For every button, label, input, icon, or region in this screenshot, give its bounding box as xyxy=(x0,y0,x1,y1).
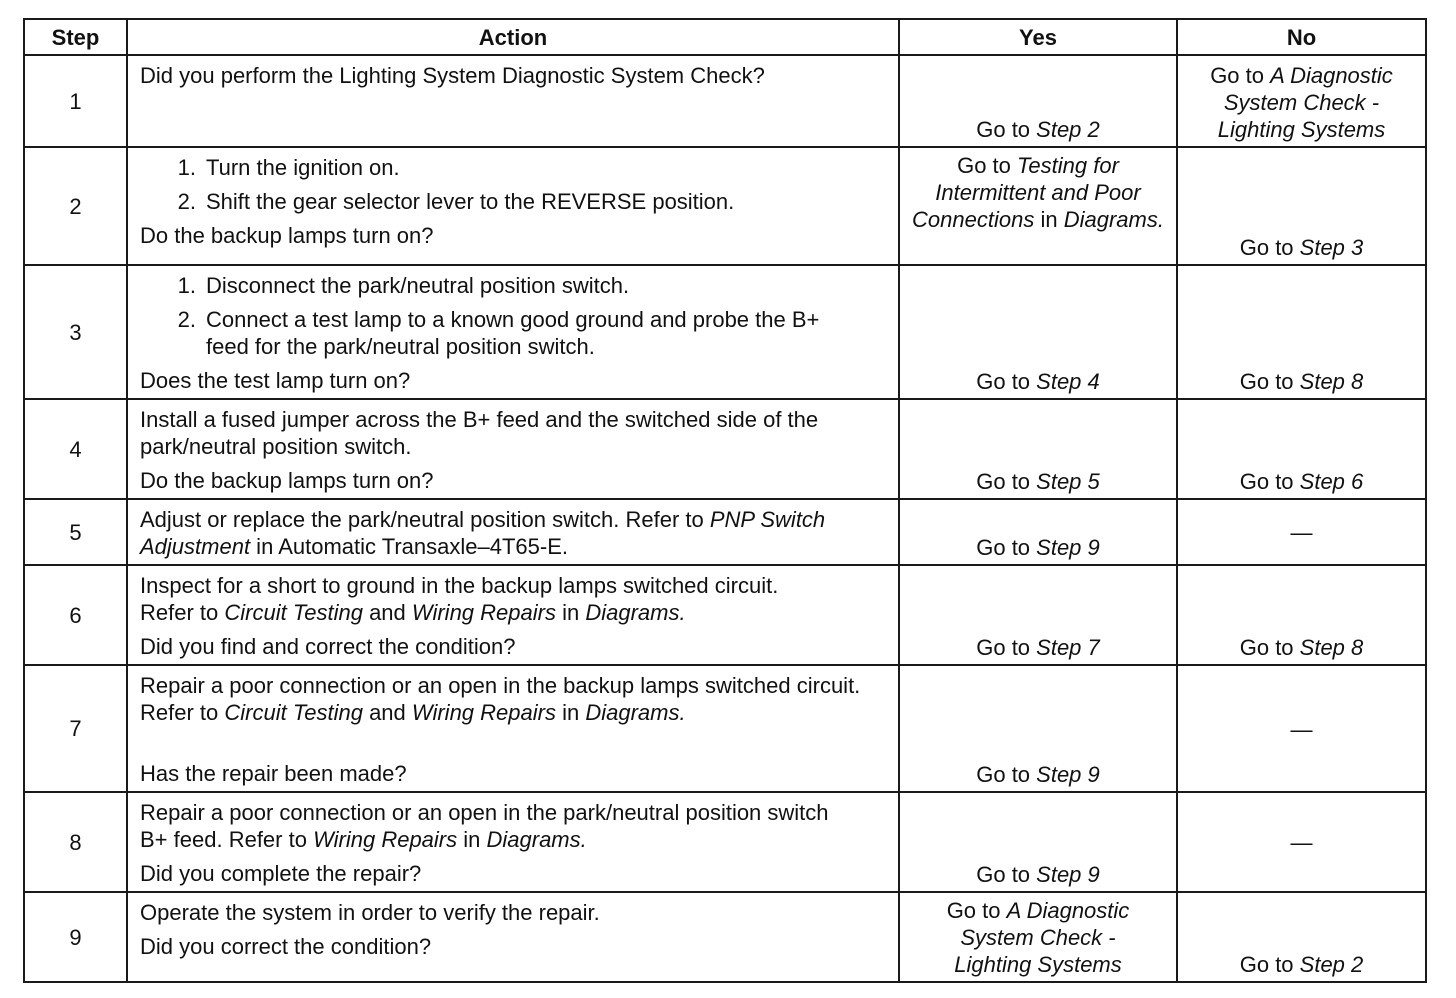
refer-text: Refer to xyxy=(222,827,314,852)
action-question: Do the backup lamps turn on? xyxy=(140,468,434,493)
list-text: Connect a test lamp to a known good ground and probe the B+ feed for the park/neutral position switch. xyxy=(206,307,820,359)
list-number: 1. xyxy=(177,273,196,298)
no-cell: — xyxy=(1177,665,1426,792)
instruction-text: Repair a poor connection or an open in the backup lamps switched circuit. xyxy=(140,673,861,698)
action-cell xyxy=(127,892,899,982)
yes-prefix: Go to xyxy=(957,153,1017,178)
action-cell xyxy=(127,265,899,399)
header-yes: Yes xyxy=(899,19,1177,55)
instruction-text: Adjust or replace the park/neutral position switch. Refer to xyxy=(140,507,710,532)
list-text: Disconnect the park/neutral position switch. xyxy=(206,273,630,298)
table-row xyxy=(24,792,1426,892)
no-cell xyxy=(1177,147,1426,265)
yes-prefix: Go to xyxy=(976,469,1037,494)
yes-link[interactable]: Step 9 xyxy=(1036,862,1100,887)
no-prefix: Go to xyxy=(1210,63,1271,88)
yes-cell xyxy=(899,665,1177,792)
action-list-item xyxy=(140,154,888,181)
yes-cell xyxy=(899,792,1177,892)
and-text: and xyxy=(362,600,412,625)
table-row xyxy=(24,892,1426,982)
list-number: 1. xyxy=(177,155,196,180)
action-instruction xyxy=(140,506,888,560)
no-link[interactable]: Step 6 xyxy=(1299,469,1364,494)
yes-prefix: Go to xyxy=(976,535,1037,560)
step-number: 9 xyxy=(24,892,127,982)
action-instruction: Operate the system in order to verify the repair. xyxy=(140,900,600,925)
instruction-text: Repair a poor connection or an open in the park/neutral position switch B+ feed. xyxy=(140,800,829,852)
instruction-ref[interactable]: PNP Switch Adjustment xyxy=(140,507,826,559)
ref-circuit-testing[interactable]: Circuit Testing xyxy=(224,700,363,725)
step-number: 3 xyxy=(24,265,127,399)
no-cell: — xyxy=(1177,792,1426,892)
action-list-item xyxy=(140,188,888,215)
action-list-item xyxy=(140,306,888,360)
action-cell xyxy=(127,665,899,792)
no-link[interactable]: Step 8 xyxy=(1299,635,1364,660)
step-number: 2 xyxy=(24,147,127,265)
action-cell xyxy=(127,55,899,147)
step-number: 7 xyxy=(24,665,127,792)
list-text: Turn the ignition on. xyxy=(206,155,400,180)
yes-cell xyxy=(899,399,1177,499)
no-link[interactable]: Step 8 xyxy=(1299,369,1364,394)
refer-text: Refer to xyxy=(140,600,225,625)
refer-text: Refer to xyxy=(140,700,225,725)
ref-wiring-repairs[interactable]: Wiring Repairs xyxy=(313,827,458,852)
yes-link[interactable]: Step 4 xyxy=(1036,369,1100,394)
table-row xyxy=(24,55,1426,147)
yes-prefix: Go to xyxy=(976,635,1037,660)
yes-link[interactable]: Step 5 xyxy=(1036,469,1100,494)
in-text: in xyxy=(457,827,487,852)
header-action: Action xyxy=(127,19,899,55)
step-number: 1 xyxy=(24,55,127,147)
no-link[interactable]: A Diagnostic System Check - Lighting Systems xyxy=(1217,63,1393,142)
header-step: Step xyxy=(24,19,127,55)
table-row xyxy=(24,265,1426,399)
list-number: 2. xyxy=(177,189,196,214)
action-instruction: Install a fused jumper across the B+ feed and the switched side of the park/neutral position switch. xyxy=(140,407,819,459)
diagnostic-table xyxy=(23,18,1427,983)
action-list-item xyxy=(140,272,888,299)
action-question: Do the backup lamps turn on? xyxy=(140,223,434,248)
no-cell xyxy=(1177,399,1426,499)
action-question: Did you find and correct the condition? xyxy=(140,634,516,659)
instruction-text-end: in Automatic Transaxle–4T65-E. xyxy=(250,534,568,559)
yes-link[interactable]: A Diagnostic System Check - Lighting Systems xyxy=(954,898,1130,977)
table-row xyxy=(24,665,1426,792)
no-prefix: Go to xyxy=(1239,235,1300,260)
action-question: Does the test lamp turn on? xyxy=(140,368,411,393)
header-no: No xyxy=(1177,19,1426,55)
action-question: Did you correct the condition? xyxy=(140,934,432,959)
table-row xyxy=(24,147,1426,265)
yes-link[interactable]: Step 2 xyxy=(1036,117,1100,142)
step-number: 6 xyxy=(24,565,127,665)
yes-prefix: Go to xyxy=(976,862,1037,887)
yes-link-2[interactable]: Diagrams. xyxy=(1063,207,1164,232)
no-cell xyxy=(1177,892,1426,982)
list-text: Shift the gear selector lever to the REVERSE position. xyxy=(206,189,735,214)
yes-link[interactable]: Step 7 xyxy=(1036,635,1100,660)
yes-prefix: Go to xyxy=(946,898,1007,923)
action-cell xyxy=(127,399,899,499)
action-question: Did you perform the Lighting System Diagnostic System Check? xyxy=(140,63,765,88)
action-question: Has the repair been made? xyxy=(140,761,407,786)
no-prefix: Go to xyxy=(1239,469,1300,494)
yes-link[interactable]: Step 9 xyxy=(1036,535,1100,560)
yes-cell xyxy=(899,499,1177,565)
action-instruction xyxy=(140,572,888,626)
ref-diagrams[interactable]: Diagrams. xyxy=(486,827,587,852)
yes-link[interactable]: Testing for Intermittent and Poor Connections xyxy=(912,153,1141,232)
yes-cell xyxy=(899,147,1177,265)
no-link[interactable]: Step 3 xyxy=(1299,235,1364,260)
yes-link[interactable]: Step 9 xyxy=(1036,762,1100,787)
header-row xyxy=(24,19,1426,55)
yes-prefix: Go to xyxy=(976,117,1037,142)
yes-prefix: Go to xyxy=(976,762,1037,787)
ref-diagrams[interactable]: Diagrams. xyxy=(585,700,686,725)
no-cell xyxy=(1177,265,1426,399)
no-prefix: Go to xyxy=(1239,952,1300,977)
action-instruction xyxy=(140,672,888,726)
action-cell xyxy=(127,565,899,665)
no-prefix: Go to xyxy=(1239,369,1300,394)
no-link[interactable]: Step 2 xyxy=(1299,952,1364,977)
no-cell xyxy=(1177,565,1426,665)
yes-cell xyxy=(899,265,1177,399)
action-cell xyxy=(127,499,899,565)
step-number: 5 xyxy=(24,499,127,565)
no-cell: — xyxy=(1177,499,1426,565)
yes-cell xyxy=(899,892,1177,982)
and-text: and xyxy=(362,700,412,725)
spacer xyxy=(140,733,888,760)
table-row xyxy=(24,399,1426,499)
no-prefix: Go to xyxy=(1239,635,1300,660)
ref-diagrams[interactable]: Diagrams. xyxy=(585,600,686,625)
instruction-text: Inspect for a short to ground in the backup lamps switched circuit. xyxy=(140,573,779,598)
action-instruction xyxy=(140,799,860,853)
step-number: 8 xyxy=(24,792,127,892)
yes-mid: in xyxy=(1034,207,1064,232)
action-cell xyxy=(127,147,899,265)
list-number: 2. xyxy=(177,307,196,332)
yes-cell xyxy=(899,55,1177,147)
no-cell xyxy=(1177,55,1426,147)
action-cell xyxy=(127,792,899,892)
yes-prefix: Go to xyxy=(976,369,1037,394)
yes-cell xyxy=(899,565,1177,665)
ref-wiring-repairs[interactable]: Wiring Repairs xyxy=(411,600,556,625)
step-number: 4 xyxy=(24,399,127,499)
table-row xyxy=(24,565,1426,665)
diagnostic-table-wrapper xyxy=(23,18,1427,983)
ref-wiring-repairs[interactable]: Wiring Repairs xyxy=(411,700,556,725)
action-question: Did you complete the repair? xyxy=(140,861,422,886)
table-row xyxy=(24,499,1426,565)
in-text: in xyxy=(555,700,586,725)
ref-circuit-testing[interactable]: Circuit Testing xyxy=(224,600,363,625)
in-text: in xyxy=(555,600,586,625)
